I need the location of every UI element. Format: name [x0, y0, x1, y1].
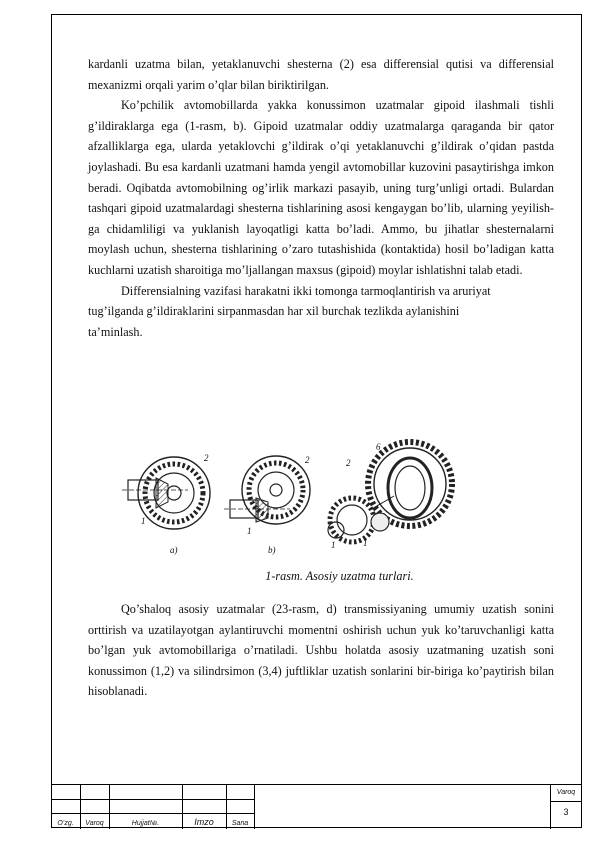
- label-2-d: 2: [346, 458, 351, 468]
- double-gear-assembly: [328, 442, 452, 542]
- paragraph-3-line-3: ta’minlash.: [88, 324, 143, 339]
- stamp-divider: [254, 785, 255, 829]
- hypoid-gear-b: [224, 456, 310, 524]
- stamp-label-sana: Sana: [231, 820, 249, 827]
- label-2-a: 2: [204, 453, 209, 463]
- body-text-bottom: [88, 599, 554, 702]
- gear-drawing-figure: [118, 438, 464, 562]
- label-6-d: 6: [376, 442, 381, 452]
- stamp-row-line: [550, 801, 582, 802]
- page-number: 3: [563, 807, 569, 817]
- paragraph-4: Qo’shaloq asosiy uzatmalar (23-rasm, d) transmissiyaning umumiy uzatish sonini orttirish va uzatilayotgan aylantiruvchi momentni oshirish uchun yuk ko’taruvchanligi katta bo’lgan yuk avtomobillariga o’rnatiladi. Ushbu holatda asosiy uzatmaning uzatish soni konussimon (1,2) va silindrsimon (3,4) juftliklar uzatish sonlarini bir-biriga ko’paytirish bilan hisoblanadi.: [88, 602, 554, 699]
- label-1-d-2: 1: [363, 538, 368, 548]
- stamp-label-hujjat: Hujjat№.: [131, 820, 160, 827]
- paragraph-3-line-2: tug’ilganda g’ildiraklarini sirpanmasdan har xil burchak tezlikda aylanishini: [88, 304, 460, 319]
- label-1-a: 1: [141, 516, 146, 526]
- paragraph-1: kardanli uzatma bilan, yetaklanuvchi shesterna (2) esa differensial qutisi va differensial mexanizmi orqali yarim o’qlar bilan biriktirilgan.: [88, 57, 554, 92]
- label-1-b: 1: [247, 526, 252, 536]
- stamp-varoq-label: Varoq: [556, 789, 576, 796]
- label-2-b: 2: [305, 455, 310, 465]
- label-b: b): [268, 545, 276, 555]
- stamp-label-imzo: Imzo: [194, 817, 214, 827]
- stamp-row-line: [51, 799, 254, 800]
- stamp-label-varoq: Varoq: [85, 820, 104, 827]
- figure-caption: 1-rasm. Asosiy uzatma turlari.: [265, 569, 414, 583]
- label-a: a): [170, 545, 178, 555]
- paragraph-3-line-1: Differensialning vazifasi harakatni ikki tomonga tarmoqlantirish va aruriyat: [121, 283, 491, 298]
- stamp-divider: [550, 785, 551, 829]
- label-1-d: 1: [331, 540, 336, 550]
- paragraph-2: Ko’pchilik avtomobillarda yakka konussimon uzatmalar gipoid ilashmali tishli g’ildiraklarga ega (1-rasm, b). Gipoid uzatmalar oddiy uzatmalarga qaraganda bir qator afzalliklarga ega, ularda yetaklovchi g’ildirak o’qi yetaklanuvchi g’ildirak o’qidan pastda joylashadi. Bu esa kardanli uzatmani hamda yengil avtomobillar kuzovini pasaytirishga imkon beradi. Oqibatda avtomobilning og’irlik markazi pasayib, uning turg’unligi ortadi. Bulardan tashqari gipoid uzatmalardagi shesterna tishlarining asosi kengaygan bo’lib, ularning yeyilish-ga chidamliligi va yuklanish layoqatligi katta bo’ladi. Ammo, bu jihatlar shesternalarni moylash uchun, shesterna tishlarining o’zaro tutashishida (kontaktida) hosil bo’ladigan katta kuchlarni uzatish sharoitiga mo’ljallangan maxsus (gipoid) moylar ishlatishni talab etadi.: [88, 98, 554, 277]
- figure-caption-row: [0, 569, 595, 584]
- bevel-gear-a: [122, 457, 210, 529]
- title-block: [51, 784, 582, 829]
- body-text-top: [88, 54, 554, 342]
- stamp-row-line: [51, 813, 254, 814]
- stamp-label-ozg: O’zg.: [57, 820, 74, 827]
